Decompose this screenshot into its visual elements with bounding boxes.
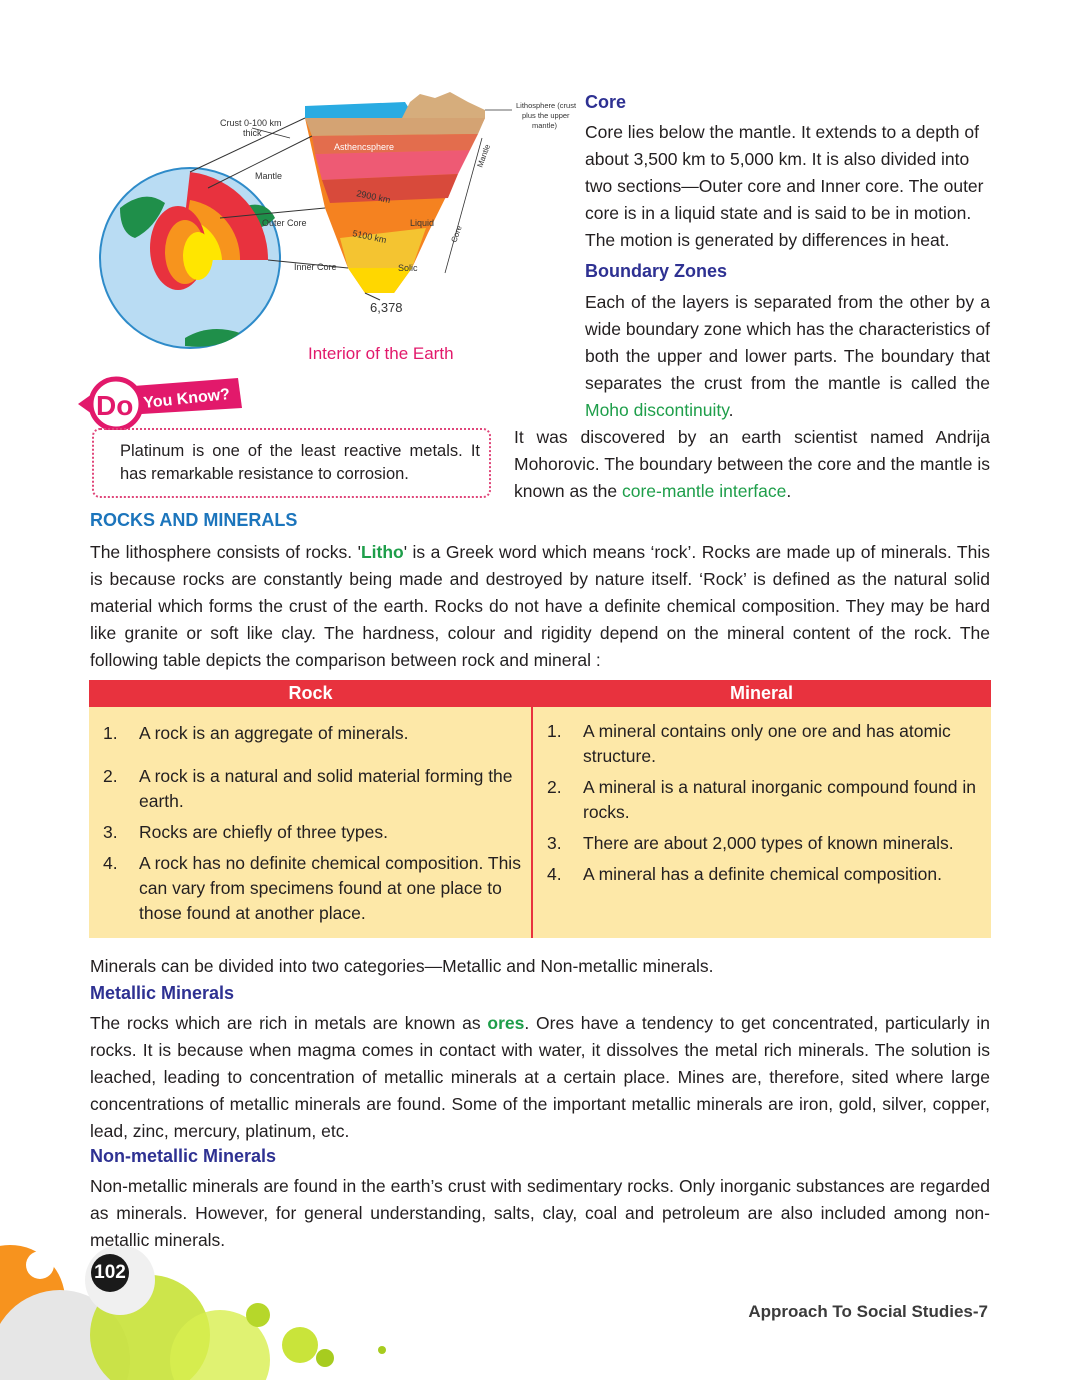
figure-caption: Interior of the Earth bbox=[308, 344, 454, 363]
label-2900km: 2900 km bbox=[355, 188, 392, 206]
metallic-text-before: The rocks which are rich in metals are known as bbox=[90, 1013, 481, 1033]
label-5100km: 5100 km bbox=[351, 228, 388, 246]
earth-interior-diagram bbox=[90, 88, 590, 368]
label-crust: Crust 0-100 km bbox=[220, 118, 282, 128]
core-paragraph: Core lies below the mantle. It extends to a depth of about 3,500 km to 5,000 km. It is also divided into two sections—Outer core and Inner core. The outer core is in a liquid state and is said to be in motion. The motion is generated by differences in heat. bbox=[585, 122, 984, 250]
list-item: 2. A rock is a natural and solid material forming the earth. bbox=[103, 766, 513, 811]
list-item: 1. A rock is an aggregate of minerals. bbox=[103, 723, 409, 743]
rock-column bbox=[89, 707, 532, 938]
rocks-minerals-title: ROCKS AND MINERALS bbox=[90, 510, 298, 530]
nonmetallic-paragraph: Non-metallic minerals are found in the earth’s crust with sedimentary rocks. Only inorganic substances are regarded as minerals. However, for general understanding, salts, clay, coal and petroleum are also included among non-metallic minerals. bbox=[90, 1176, 990, 1250]
metallic-heading: Metallic Minerals bbox=[90, 983, 235, 1003]
core-heading: Core bbox=[585, 92, 627, 112]
label-inner-core: Inner Core bbox=[294, 262, 337, 272]
list-item: 2. A mineral is a natural inorganic compound found in rocks. bbox=[547, 777, 977, 822]
col-rock: Rock bbox=[89, 680, 532, 707]
boundary-text-1: Each of the layers is separated from the other by a wide boundary zone which has the characteristics of both the upper and lower parts. The boundary that separates the crust from the mantle is called the bbox=[585, 292, 990, 393]
label-radius: 6,378 bbox=[370, 300, 403, 315]
boundary-heading: Boundary Zones bbox=[585, 261, 728, 281]
metallic-paragraph bbox=[90, 1010, 990, 1145]
boundary-text-2: It was discovered by an earth scientist named Andrija Mohorovic. The boundary between the core and the mantle is known as the bbox=[514, 427, 990, 501]
nonmetallic-heading: Non-metallic Minerals bbox=[90, 1146, 277, 1166]
list-item: 3. There are about 2,000 types of known minerals. bbox=[547, 833, 954, 853]
boundary-paragraph-1: Each of the layers is separated from the other by a wide boundary zone which has the characteristics of both the upper and lower parts. The boundary that separates the crust from the mantle is called the Moho discontinuity. bbox=[585, 292, 990, 420]
label-lithosphere-1: Lithosphere (crust bbox=[516, 101, 577, 110]
decorative-bubbles bbox=[0, 1240, 420, 1380]
label-mantle: Mantle bbox=[255, 171, 283, 181]
list-item: 4. A mineral has a definite chemical composition. bbox=[547, 864, 942, 884]
label-crust-thick: thick bbox=[243, 128, 262, 138]
list-item: 4. A rock has no definite chemical composition. This can vary from specimens found at one place to those found at another place. bbox=[103, 853, 521, 923]
label-outer-core: Outer Core bbox=[262, 218, 307, 228]
list-item: 3. Rocks are chiefly of three types. bbox=[103, 822, 388, 842]
rocks-text-after: ' is a Greek word which means ‘rock’. Rocks are made up of minerals. This is because rocks are constantly being made and destroyed by nature itself. ‘Rock’ is defined as the natural solid material which forms the crust of the earth. Rocks do not have a definite chemical composition. They may be hard like granite or soft like clay. The hardness, colour and rigidity depend on the mineral content of the rock. The following table depicts the comparison between rock and mineral : bbox=[90, 542, 990, 670]
moho-term: Moho discontinuity bbox=[585, 400, 729, 420]
label-mantle-side: Mantle bbox=[475, 143, 493, 169]
litho-term: Litho bbox=[360, 542, 404, 562]
rock-mineral-table bbox=[89, 680, 991, 938]
boundary-paragraph-2: It was discovered by an earth scientist named Andrija Mohorovic. The boundary between the core and the mantle is known as the core-mantle interface. bbox=[514, 427, 990, 501]
book-title: Approach To Social Studies-7 bbox=[748, 1302, 988, 1321]
label-asthenosphere: Asthencsphere bbox=[334, 142, 395, 152]
list-item: 1. A mineral contains only one ore and has atomic structure. bbox=[547, 721, 951, 766]
label-lithosphere-2: plus the upper bbox=[522, 111, 570, 120]
rocks-paragraph bbox=[90, 539, 990, 674]
label-lithosphere-3: mantle) bbox=[532, 121, 558, 130]
minerals-intro: Minerals can be divided into two categories—Metallic and Non-metallic minerals. bbox=[90, 956, 714, 976]
did-you-know-text: Platinum is one of the least reactive metals. It has remarkable resistance to corrosion. bbox=[120, 442, 480, 483]
label-liquid: Liquid bbox=[410, 218, 435, 228]
ores-term: ores bbox=[487, 1013, 525, 1033]
core-mantle-term: core-mantle interface bbox=[622, 481, 787, 501]
did-you-know-badge bbox=[78, 372, 248, 430]
rocks-text-before: The lithosphere consists of rocks. ' bbox=[90, 542, 361, 562]
mineral-column bbox=[532, 707, 991, 938]
label-solid: Solic bbox=[398, 263, 418, 273]
col-mineral: Mineral bbox=[532, 680, 991, 707]
label-core-side: Core bbox=[449, 224, 464, 244]
badge-do: Do bbox=[96, 390, 134, 421]
metallic-text-after: . Ores have a tendency to get concentrated, particularly in rocks. It is because when magma comes in contact with water, it dissolves the metal rich minerals. The solution is leached, leading to concentration of metallic minerals at a certain place. Mines are, therefore, sited where large concentrations of metallic minerals are found. Some of the important metallic minerals are iron, gold, silver, copper, lead, zinc, mercury, platinum, etc. bbox=[90, 1013, 990, 1141]
badge-you-know: You Know? bbox=[142, 385, 231, 412]
page-number: 102 bbox=[91, 1254, 129, 1292]
